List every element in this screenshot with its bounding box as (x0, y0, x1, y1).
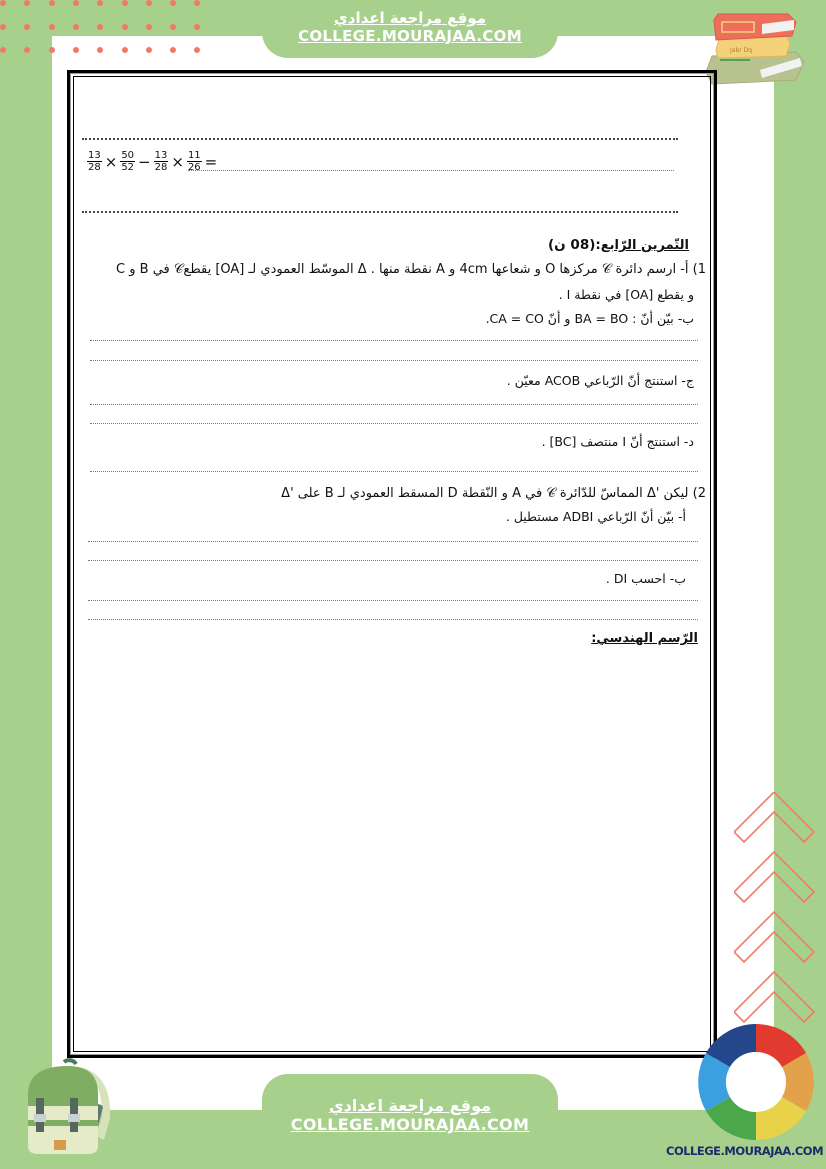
decorative-dot (73, 47, 79, 53)
fraction: $\frac{13}{28}$ (88, 150, 101, 173)
chevron-up-icon (734, 792, 818, 1036)
left-green-band (0, 0, 52, 1169)
decorative-dot (122, 0, 128, 6)
question-1a-line-1: 1) أ- ارسم دائرة 𝒞 مركزها O و شعاعها 4cm و A نقطة منها . Δ الموسّط العمودي لـ [OA] يقطع𝒞 في B و C (116, 262, 706, 277)
decorative-dot (122, 47, 128, 53)
decorative-dot (49, 47, 55, 53)
answer-line (88, 560, 698, 561)
drawing-section-title: الرّسم الهندسي: (591, 631, 698, 646)
question-1b: ب- بيّن أنّ : BA = BO و أنّ CA = CO. (485, 311, 694, 326)
question-1d: د- استنتج أنّ I منتصف [BC] . (541, 434, 694, 449)
footer-site-name: موقع مراجعة اعدادي (328, 1096, 492, 1115)
subjects-wheel-logo-icon (696, 1022, 816, 1142)
fraction: $\frac{50}{52}$ (121, 150, 135, 173)
decorative-dot (73, 24, 79, 30)
backpack-icon (14, 1058, 114, 1158)
decorative-dot (170, 47, 176, 53)
footer-logo-text[interactable]: COLLEGE.MOURAJAA.COM (666, 1144, 824, 1158)
operator: − (138, 152, 151, 171)
answer-line (90, 404, 698, 405)
exercise-title: التّمرين الرّابع:(08 ن) (548, 237, 689, 253)
operator: = (204, 152, 218, 171)
answer-line (188, 170, 674, 171)
page-frame-inner (73, 76, 711, 1052)
answer-line (90, 360, 698, 361)
answer-line (88, 541, 698, 542)
decorative-dot (0, 47, 6, 53)
answer-line (88, 619, 698, 620)
question-2a: أ- بيّن أنّ الرّباعي ADBI مستطيل . (505, 509, 686, 524)
answer-line (90, 340, 698, 341)
decorative-dot (146, 47, 152, 53)
header-site-url[interactable]: COLLEGE.MOURAJAA.COM (298, 27, 522, 45)
operator: × (171, 152, 184, 171)
decorative-dot (49, 0, 55, 6)
decorative-dot (0, 24, 6, 30)
footer-site-url[interactable]: COLLEGE.MOURAJAA.COM (290, 1115, 530, 1134)
answer-line (88, 600, 698, 601)
answer-line (90, 471, 698, 472)
answer-line (82, 211, 678, 213)
decorative-dot (97, 47, 103, 53)
answer-line (82, 138, 678, 140)
question-1c: ج- استنتج أنّ الرّباعي ACOB معيّن . (506, 373, 694, 388)
decorative-dot (194, 47, 200, 53)
decorative-dot (146, 0, 152, 6)
question-2b: ب- احسب DI . (605, 571, 686, 586)
decorative-dot (49, 24, 55, 30)
footer-banner (262, 1074, 558, 1169)
fraction: $\frac{13}{28}$ (154, 150, 168, 173)
question-1a-line-2: و يقطع [OA] في نقطة I . (558, 287, 694, 302)
question-2-line-1: 2) ليكن 'Δ المماسّ للدّائرة 𝒞 في A و النّقطة D المسقط العمودي لـ B على 'Δ (281, 486, 706, 501)
decorative-dot (146, 24, 152, 30)
svg-text:Jabr Dq: Jabr Dq (730, 47, 753, 54)
header-banner (262, 0, 558, 58)
answer-line (90, 423, 698, 424)
decorative-dot (73, 0, 79, 6)
decorative-dot (0, 0, 6, 6)
fraction: $\frac{11}{26}$ (187, 150, 201, 173)
operator: × (104, 152, 118, 171)
header-site-name: موقع مراجعة اعدادي (334, 9, 486, 27)
decorative-dot (122, 24, 128, 30)
